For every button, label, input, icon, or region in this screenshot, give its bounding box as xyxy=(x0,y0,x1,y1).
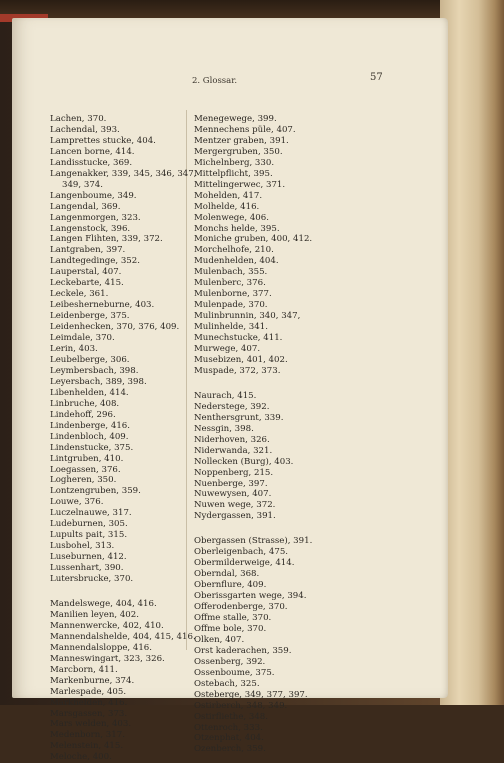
glossary-entry: Mennechens püle, 407. xyxy=(194,124,296,135)
glossary-entry: Ossenberg, 392. xyxy=(194,656,266,667)
glossary-entry: Offme stalle, 370. xyxy=(194,612,272,623)
glossary-entry: Leckele, 361. xyxy=(50,289,109,300)
glossary-entry: Oberissgarten wege, 394. xyxy=(194,591,307,602)
glossary-entry: Mittelpflicht, 395. xyxy=(194,168,273,179)
glossary-entry: Louwe, 376. xyxy=(50,497,104,508)
glossary-entry: Osteberge, 349, 377, 397. xyxy=(194,689,308,700)
glossary-entry: Oberleigenbach, 475. xyxy=(194,547,289,558)
glossary-entry: Morchelhofe, 210. xyxy=(194,245,274,256)
glossary-entry: Ottenroch, 333. xyxy=(194,722,263,733)
glossary-entry: Ludeburnen, 305. xyxy=(50,519,128,530)
glossary-entry: Orst kaderachen, 359. xyxy=(194,645,292,656)
glossary-entry: Marcborn, 411. xyxy=(50,664,118,675)
glossary-entry: Nuwewysen, 407. xyxy=(194,489,272,500)
glossary-entry: Lussenhart, 390. xyxy=(50,563,124,574)
glossary-entry: Markhelden, 416. xyxy=(50,697,128,708)
glossary-entry: Monchs helde, 395. xyxy=(194,223,280,234)
glossary-entry: Lupults pait, 315. xyxy=(50,530,128,541)
glossary-entry: Landtegedinge, 352. xyxy=(50,256,140,267)
glossary-entry: Michelnberg, 330. xyxy=(194,157,275,168)
glossary-entry: Nuwen wege, 372. xyxy=(194,500,276,511)
glossary-entry: Langenmorgen, 323. xyxy=(50,212,141,223)
glossary-entry: Muspade, 372, 373. xyxy=(194,365,281,376)
glossary-entry: Oberndal, 368. xyxy=(194,569,260,580)
glossary-entry: Mulenpade, 370. xyxy=(194,300,268,311)
glossary-entry: Naurach, 415. xyxy=(194,390,257,401)
glossary-entry: Lindehoff, 296. xyxy=(50,409,116,420)
glossary-entry: Libenhelden, 414. xyxy=(50,387,129,398)
glossary-entry: Logheren, 350. xyxy=(50,475,117,486)
glossary-entry: Lerin, 403. xyxy=(50,344,98,355)
glossary-entry: Medenborn, 317. xyxy=(50,730,125,741)
glossary-entry: Mandelswege, 404, 416. xyxy=(50,598,157,609)
glossary-entry: Offme bole, 370. xyxy=(194,623,267,634)
glossary-entry: Niderwanda, 321. xyxy=(194,445,273,456)
glossary-entry: Mulenbach, 355. xyxy=(194,267,268,278)
glossary-entry: Leibesherneburne, 403. xyxy=(50,300,155,311)
glossary-entry: Leubelberge, 306. xyxy=(50,354,130,365)
glossary-entry: Noppenberg, 215. xyxy=(194,467,274,478)
glossary-entry: Langenakker, 339, 345, 346, 347, xyxy=(50,168,197,179)
glossary-entry: Mergergruben, 350. xyxy=(194,146,283,157)
glossary-entry: Langen Flihten, 339, 372. xyxy=(50,234,163,245)
glossary-entry: Langenboume, 349. xyxy=(50,190,137,201)
glossary-entry: Olken, 407. xyxy=(194,634,245,645)
glossary-entry: Luczelnauwe, 317. xyxy=(50,508,132,519)
glossary-entry: Lancen borne, 414. xyxy=(50,146,135,157)
glossary-entry: Moniche gruben, 400, 412. xyxy=(194,234,313,245)
running-title: 2. Glossar. xyxy=(192,76,238,86)
glossary-entry: Murwege, 407. xyxy=(194,344,261,355)
glossary-entry: Marlespade, 405. xyxy=(50,686,127,697)
glossary-entry: Mars welden, 403. xyxy=(50,719,132,730)
glossary-entry: Mudenhelden, 404. xyxy=(194,256,279,267)
glossary-entry: Nuenberge, 397. xyxy=(194,478,268,489)
glossary-column-right xyxy=(194,114,364,755)
glossary-entry: Landisstucke, 369. xyxy=(50,157,133,168)
glossary-entry: Leidenberge, 375. xyxy=(50,311,130,322)
glossary-entry: Nessgin, 398. xyxy=(194,423,254,434)
glossary-entry: Ostirfliethe, 348. xyxy=(194,711,269,722)
glossary-entry: Marsgassen, 373. xyxy=(50,708,128,719)
glossary-entry: Munechstucke, 411. xyxy=(194,333,283,344)
glossary-entry: Langenstock, 396. xyxy=(50,223,131,234)
glossary-entry: Loegassen, 376. xyxy=(50,464,121,475)
glossary-entry: Leymbersbach, 398. xyxy=(50,365,139,376)
page-block-edge xyxy=(440,0,504,705)
glossary-entry: Lachen, 370. xyxy=(50,114,107,124)
glossary-entry: Lamprettes stucke, 404. xyxy=(50,135,156,146)
glossary-entry: Lutersbrucke, 370. xyxy=(50,574,134,585)
page-header xyxy=(12,74,448,88)
group-gap xyxy=(50,585,215,599)
glossary-entry: Lachendal, 393. xyxy=(50,124,120,135)
glossary-entry: Langendal, 369. xyxy=(50,201,121,212)
glossary-entry: Manilien leyen, 402. xyxy=(50,609,139,620)
glossary-entry: Leyersbach, 389, 398. xyxy=(50,376,147,387)
glossary-entry: Mohelden, 417. xyxy=(194,190,263,201)
group-gap xyxy=(194,522,364,536)
page-number: 57 xyxy=(370,72,383,83)
glossary-entry: Lintgruben, 410. xyxy=(50,453,124,464)
glossary-entry: Lindenberge, 416. xyxy=(50,420,130,431)
glossary-entry: Mulenborne, 377. xyxy=(194,289,272,300)
glossary-entry: Nollecken (Burg), 403. xyxy=(194,456,294,467)
glossary-entry: Offerodenberge, 370. xyxy=(194,602,288,613)
glossary-entry: Lontzengruben, 359. xyxy=(50,486,141,497)
glossary-entry: Obernflure, 409. xyxy=(194,580,267,591)
glossary-entry: Mittelingerwec, 371. xyxy=(194,179,286,190)
glossary-entry: Manneswingart, 323, 326. xyxy=(50,653,165,664)
glossary-entry: Ossenboume, 375. xyxy=(194,667,275,678)
glossary-entry: Lindenbloch, 409. xyxy=(50,431,129,442)
glossary-entry: Leidenhecken, 370, 376, 409. xyxy=(50,322,180,333)
glossary-entry: Leimdale, 370. xyxy=(50,333,115,344)
glossary-entry: Mulinhelde, 341. xyxy=(194,322,268,333)
glossary-entry: Luseburnen, 412. xyxy=(50,552,127,563)
glossary-entry: Menegewege, 399. xyxy=(194,114,277,124)
glossary-entry: Mannendalshelde, 404, 415, 416. xyxy=(50,631,196,642)
book-page xyxy=(12,18,448,763)
glossary-entry: Ostebach, 325. xyxy=(194,678,260,689)
glossary-entry: Musebizen, 401, 402. xyxy=(194,354,288,365)
glossary-entry: Lauperstal, 407. xyxy=(50,267,122,278)
glossary-entry: Mulinbrunnin, 340, 347, xyxy=(194,311,301,322)
glossary-entry: Obermilderweige, 414. xyxy=(194,558,295,569)
glossary-entry: Meloche, 400. xyxy=(50,752,112,763)
glossary-entry: 349, 374. xyxy=(62,179,104,190)
glossary-entry: Niderhoven, 326. xyxy=(194,434,270,445)
glossary-column-left xyxy=(50,114,215,763)
glossary-entry: Otzenphat, 404. xyxy=(194,733,264,744)
glossary-entry: Nydergassen, 391. xyxy=(194,511,276,522)
glossary-entry: Nenthersgrunt, 339. xyxy=(194,412,284,423)
glossary-entry: Mentzer graben, 391. xyxy=(194,135,289,146)
glossary-entry: Leckebarte, 415. xyxy=(50,278,124,289)
glossary-entry: Nederstege, 392. xyxy=(194,401,270,412)
glossary-entry: Markenburne, 374. xyxy=(50,675,135,686)
group-gap xyxy=(194,377,364,391)
glossary-entry: Molenwege, 406. xyxy=(194,212,269,223)
glossary-entry: Melenstein, 415. xyxy=(50,741,124,752)
glossary-entry: Mannendalsloppe, 416. xyxy=(50,642,153,653)
glossary-entry: Molhelde, 416. xyxy=(194,201,260,212)
glossary-entry: Lantgraben, 397. xyxy=(50,245,126,256)
glossary-entry: Mannenwercke, 402, 410. xyxy=(50,620,164,631)
glossary-entry: Lindenstucke, 375. xyxy=(50,442,134,453)
glossary-entry: Ozenberch, 359. xyxy=(194,744,266,755)
glossary-entry: Obergassen (Strasse), 391. xyxy=(194,536,313,547)
glossary-entry: Ostirberch, 348, 349. xyxy=(194,700,288,711)
glossary-entry: Mulenberc, 376. xyxy=(194,278,266,289)
glossary-entry: Linbruche, 408. xyxy=(50,398,120,409)
glossary-entry: Lusbohel, 313. xyxy=(50,541,115,552)
